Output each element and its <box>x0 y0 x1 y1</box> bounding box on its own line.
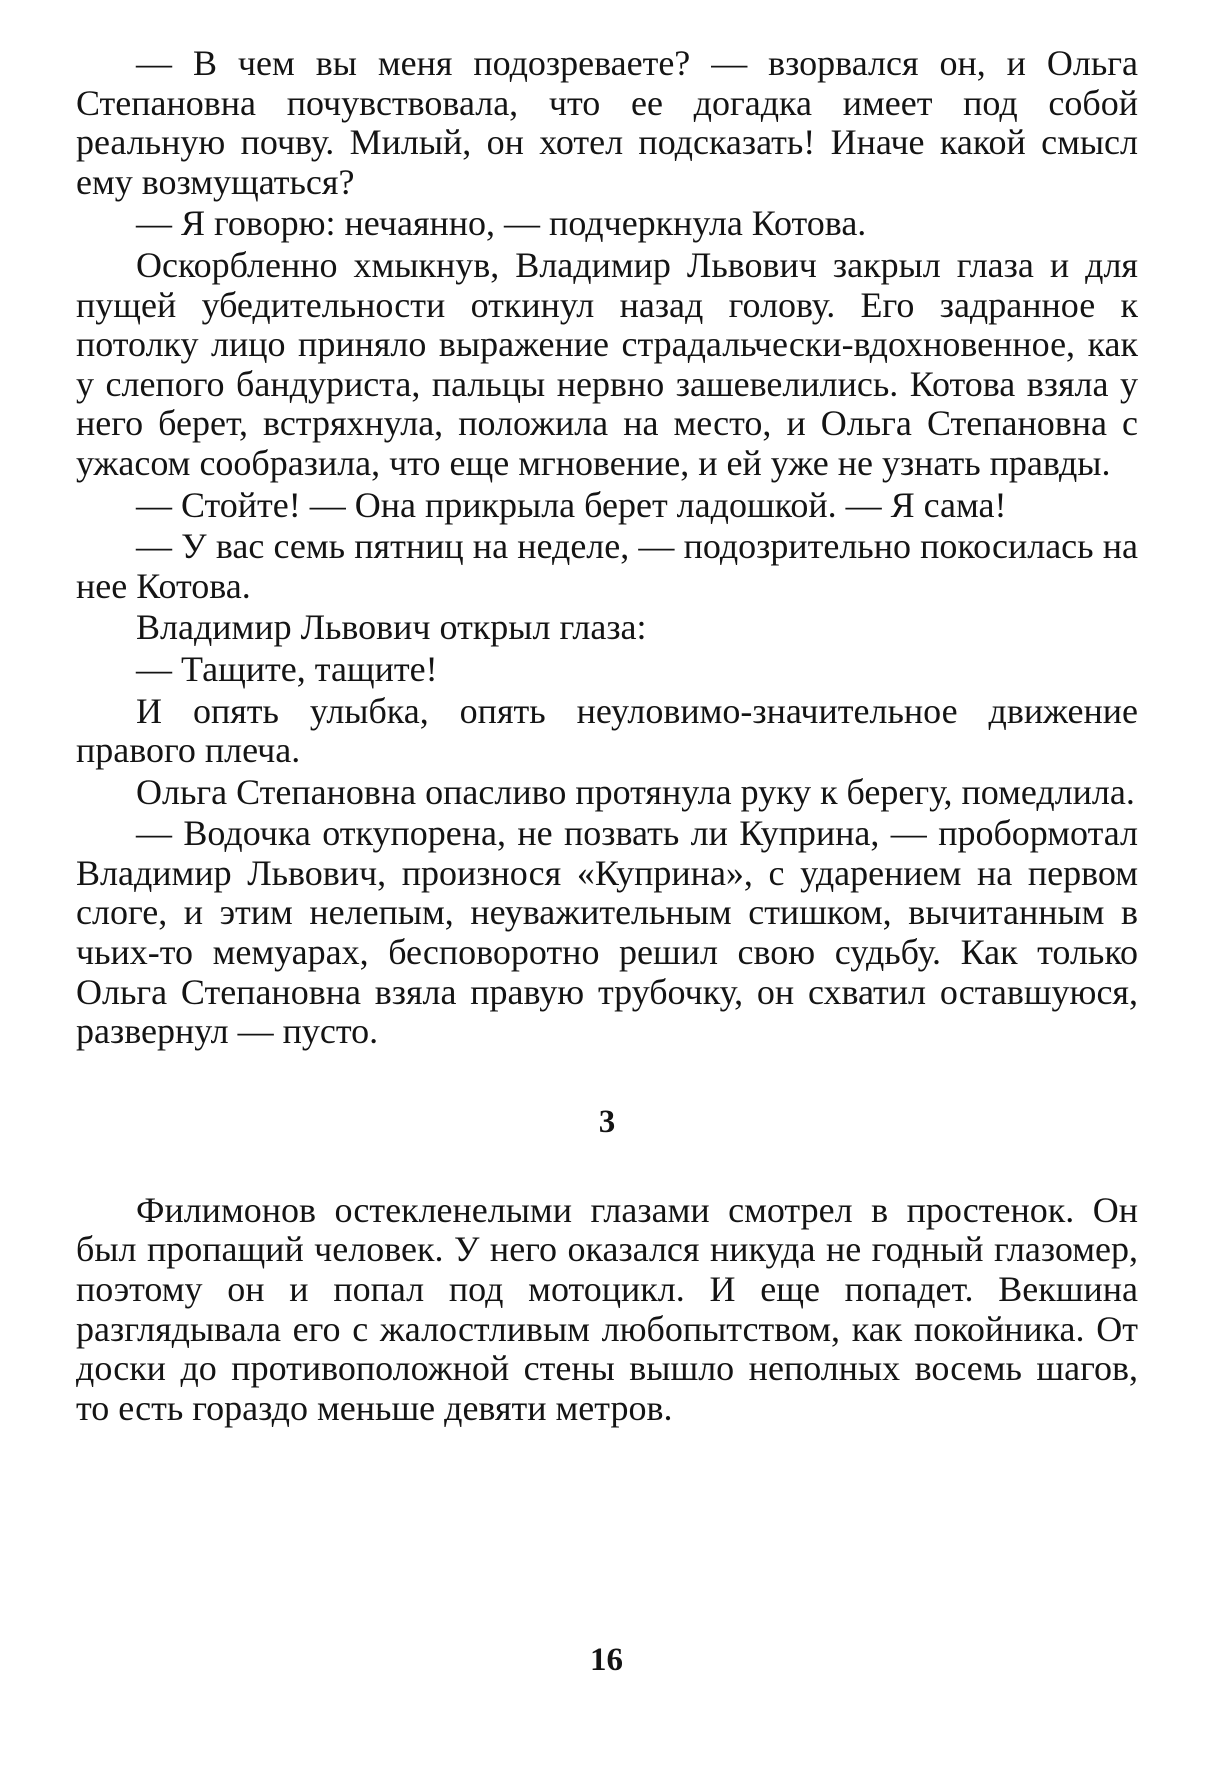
paragraph-5: — У вас семь пятниц на неделе, — подозрительно покосилась на нее Котова. <box>76 526 1138 606</box>
paragraph-4: — Стойте! — Она прикрыла берет ладошкой. — Я сама! <box>136 484 1007 525</box>
paragraph-3: Оскорбленно хмыкнув, Владимир Львович закрыл глаза и для пущей убедительности откинул назад голову. Его задранное к потолку лицо приняло выражение страдальчески-вдохновенное, как у слепого бандуриста, пальцы нервно зашевелились. Котова взяла у него берет, встряхнула, положила на место, и Ольга Степановна с ужасом сообразила, что еще мгновение, и ей уже не узнать правды. <box>76 244 1138 483</box>
paragraph-8: И опять улыбка, опять неуловимо-значительное движение правого плеча. <box>76 690 1138 771</box>
section-number: 3 <box>598 1103 616 1140</box>
paragraph-6: Владимир Львович открыл глаза: <box>136 607 647 648</box>
page-number: 16 <box>590 1642 623 1678</box>
paragraph-10: — Водочка откупорена, не позвать ли Куприна, — пробормотал Владимир Львович, произнося «Куприна», с ударением на первом слоге, и этим нелепым, неуважительным стишком, вычитанным в чьих-то мемуарах, бесповоротно решил свою судьбу. Как только Ольга Степановна взяла правую трубочку, он схватил оставшуюся, развернул — пусто. <box>76 813 1138 1052</box>
paragraph-1: — В чем вы меня подозреваете? — взорвался он, и Ольга Степановна почувствовала, что ее догадка имеет под собой реальную почву. Милый, он хотел подсказать! Иначе какой смысл ему возмущаться? <box>76 43 1138 202</box>
paragraph-9: Ольга Степановна опасливо протянула руку к берегу, помедлила. <box>136 771 1135 812</box>
book-page <box>76 44 1138 1428</box>
paragraph-2: — Я говорю: нечаянно, — подчеркнула Котова. <box>136 203 867 244</box>
section-paragraph-1: Филимонов остекленелыми глазами смотрел в простенок. Он был пропащий человек. У него оказался никуда не годный глазомер, поэтому он и попал под мотоцикл. И еще попадет. Векшина разглядывала его с жалостливым любопытством, как покойника. От доски до противоположной стены вышло неполных восемь шагов, то есть гораздо меньше девяти метров. <box>76 1189 1138 1428</box>
paragraph-7: — Тащите, тащите! <box>136 648 438 689</box>
